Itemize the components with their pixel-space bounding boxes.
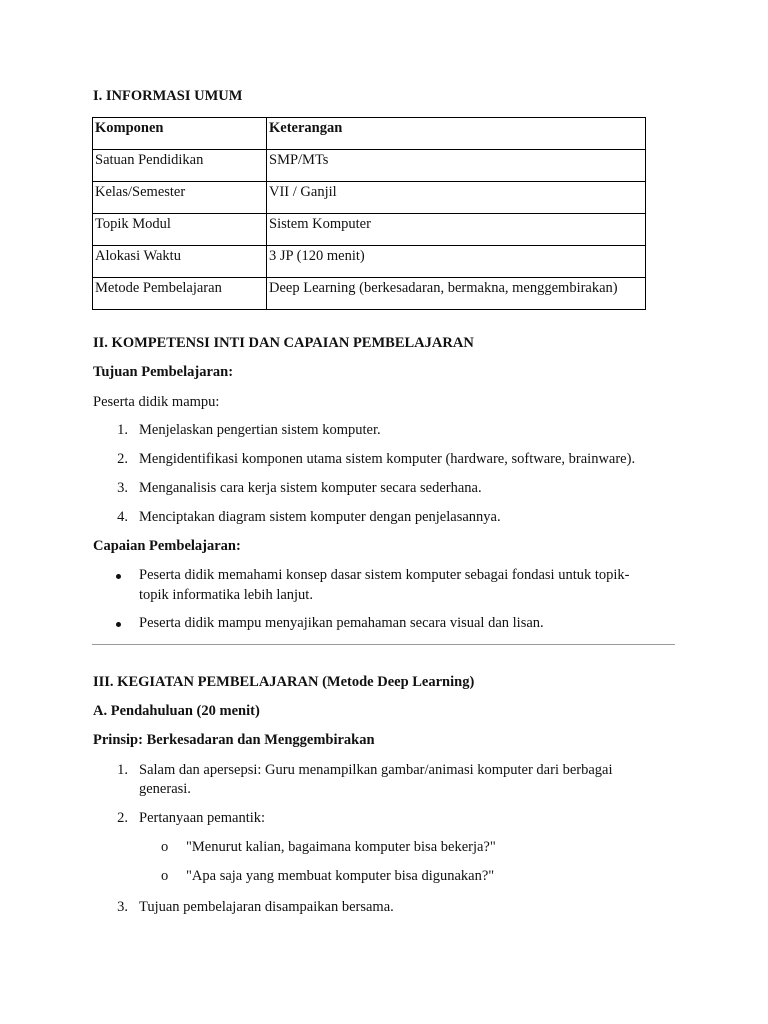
table-cell: 3 JP (120 menit) [267, 246, 646, 278]
list-item: Salam dan apersepsi: Guru menampilkan gambar/animasi komputer dari berbagai [139, 762, 613, 778]
sub-list-item: "Menurut kalian, bagaimana komputer bisa bekerja?" [186, 839, 496, 855]
section-heading-kompetensi: II. KOMPETENSI INTI DAN CAPAIAN PEMBELAJARAN [93, 335, 474, 351]
list-number: 3. [117, 480, 128, 496]
list-item: Peserta didik memahami konsep dasar sistem komputer sebagai fondasi untuk topik- [139, 567, 630, 583]
prinsip-heading: Prinsip: Berkesadaran dan Menggembirakan [93, 732, 375, 748]
sub-bullet-icon: o [161, 868, 169, 884]
tujuan-intro: Peserta didik mampu: [93, 394, 220, 410]
table-row [93, 278, 646, 310]
capaian-heading: Capaian Pembelajaran: [93, 538, 241, 554]
bullet-icon [116, 622, 121, 627]
list-number: 2. [117, 451, 128, 467]
bullet-icon [116, 574, 121, 579]
list-item-continuation: topik informatika lebih lanjut. [139, 587, 313, 603]
list-item: Mengidentifikasi komponen utama sistem komputer (hardware, software, brainware). [139, 451, 636, 467]
table-cell: SMP/MTs [267, 150, 646, 182]
tujuan-heading: Tujuan Pembelajaran: [93, 364, 234, 380]
table-cell: VII / Ganjil [267, 182, 646, 214]
table-cell: Sistem Komputer [267, 214, 646, 246]
table-row [93, 214, 646, 246]
table-header-row [93, 118, 646, 150]
table-header-cell: Komponen [93, 118, 267, 150]
table-cell: Topik Modul [93, 214, 267, 246]
list-item: Tujuan pembelajaran disampaikan bersama. [139, 899, 394, 915]
list-item: Pertanyaan pemantik: [139, 810, 266, 826]
table-row [93, 150, 646, 182]
section-heading-informasi-umum: I. INFORMASI UMUM [93, 88, 243, 104]
table-cell: Satuan Pendidikan [93, 150, 267, 182]
list-item: Menciptakan diagram sistem komputer dengan penjelasannya. [139, 509, 501, 525]
subsection-heading-pendahuluan: A. Pendahuluan (20 menit) [93, 703, 260, 719]
list-number: 3. [117, 899, 128, 915]
list-number: 1. [117, 762, 128, 778]
list-item: Menjelaskan pengertian sistem komputer. [139, 422, 381, 438]
list-item-continuation: generasi. [139, 781, 191, 797]
table-cell: Metode Pembelajaran [93, 278, 267, 310]
table-cell: Kelas/Semester [93, 182, 267, 214]
informasi-umum-table [92, 117, 646, 310]
sub-list-item: "Apa saja yang membuat komputer bisa digunakan?" [186, 868, 495, 884]
sub-bullet-icon: o [161, 839, 169, 855]
table-row [93, 182, 646, 214]
table-cell: Alokasi Waktu [93, 246, 267, 278]
list-item: Menganalisis cara kerja sistem komputer secara sederhana. [139, 480, 482, 496]
table-cell: Deep Learning (berkesadaran, bermakna, menggembirakan) [267, 278, 646, 310]
section-heading-kegiatan: III. KEGIATAN PEMBELAJARAN (Metode Deep Learning) [93, 674, 475, 690]
table-row [93, 246, 646, 278]
horizontal-divider [92, 644, 675, 645]
list-number: 2. [117, 810, 128, 826]
list-item: Peserta didik mampu menyajikan pemahaman secara visual dan lisan. [139, 615, 544, 631]
list-number: 1. [117, 422, 128, 438]
table-header-cell: Keterangan [267, 118, 646, 150]
list-number: 4. [117, 509, 128, 525]
